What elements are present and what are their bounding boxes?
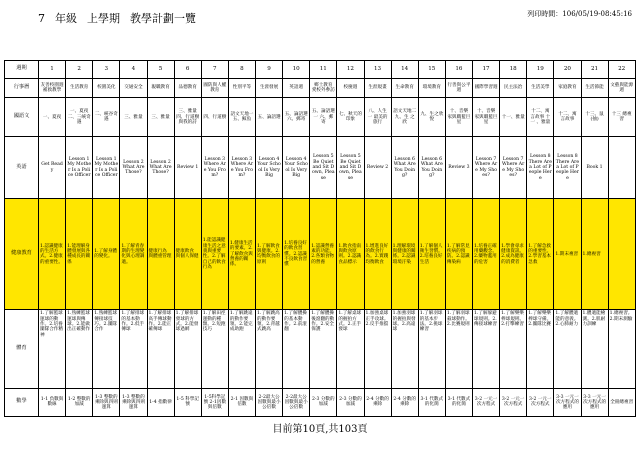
math-cell-week-15: 3-1 代數式的化簡 <box>418 388 445 416</box>
english-cell-week-19: Lesson 8 There Are a Lot of People Here <box>527 137 554 199</box>
obligatory-cell-week-20: 1.期末複習 <box>554 199 581 310</box>
chinese-row <box>5 98 636 137</box>
chinese-cell-week-2: 一、夏夜 二、三峽奇遇 <box>66 98 93 137</box>
chinese-cell-week-19: 十二、寓 言故事 十一 、雅量 <box>527 98 554 137</box>
english-cell-week-8: Lesson 3 Where Are You From? <box>228 137 255 199</box>
weeks-cell-week-4: 4 <box>120 61 147 79</box>
body-cell-week-17: 1.了解躲避球規則。2.傳接球練習 <box>473 310 500 388</box>
body-cell-week-21: 1.體適能檢測。2.肌耐力訓練 <box>581 310 608 388</box>
obligatory-cell-week-4: 1.了解青春期的生理變化與心理調適。 <box>120 199 147 310</box>
weeks-cell-week-17: 17 <box>473 61 500 79</box>
obligatory-cell-week-11: 1.認識營養素的功能。2.各類食物的營養 <box>310 199 337 310</box>
grade-unit: 年級 <box>55 12 77 25</box>
weeks-cell-week-21: 21 <box>581 61 608 79</box>
obligatory-cell-week-15: 1.了解個人衛生習慣。2.培養良好生活 <box>418 199 445 310</box>
week-row <box>5 61 636 79</box>
activity-cell-week-2: 生活教育 <box>66 78 93 98</box>
english-cell-week-2: Lesson 1 My Mother Is a Police Officer <box>66 137 93 199</box>
activity-cell-week-17: 國際學習週 <box>473 78 500 98</box>
weeks-cell-week-13: 13 <box>364 61 391 79</box>
activity-cell-week-5: 親職教育 <box>147 78 174 98</box>
math-cell-week-16: 3-1 代數式的化簡 <box>445 388 472 416</box>
body-cell-week-20: 1.了解體適能的意義。2.心肺耐力 <box>554 310 581 388</box>
english-cell-week-13: Review 2 <box>364 137 391 199</box>
english-cell-week-4: Lesson 2 What Are Those? <box>120 137 147 199</box>
math-cell-week-9: 2-2最大公因數與最小公倍數 <box>256 388 283 416</box>
obligatory-cell-week-17: 1.培養正確用藥觀念。2.藥物濫用的危害 <box>473 199 500 310</box>
chinese-cell-week-22: 十三 總複習 <box>608 98 635 137</box>
math-cell-week-13: 2-4 分數的乘除 <box>364 388 391 416</box>
activity-cell-week-4: 交通安全 <box>120 78 147 98</box>
grade-number: 7 <box>38 12 45 25</box>
body-cell-week-16: 1.了解羽球殺球動作。2.比賽規則 <box>445 310 472 388</box>
weeks-cell-week-2: 2 <box>66 61 93 79</box>
english-cell-week-7: Lesson 3 Where Are You From? <box>201 137 228 199</box>
obligatory-cell-week-18: 1.學會尋求健康資訊。2.成為健康的消費者 <box>500 199 527 310</box>
activity-cell-week-11: 鄉土教育 愛校外參訪 <box>310 78 337 98</box>
chinese-cell-week-6: 三、雅量 四、行道樹與我的詩 <box>174 98 201 137</box>
body-cell-week-11: 1.了解體操後滾翻的動作。2.安全保護 <box>310 310 337 388</box>
weeks-cell-week-14: 14 <box>391 61 418 79</box>
obligatory-cell-week-12: 1.飲食指南與飲食原則。2.認識食品標示 <box>337 199 364 310</box>
row-label-week: 週期 <box>5 61 39 79</box>
activity-cell-week-13: 生涯規畫 <box>364 78 391 98</box>
obligatory-cell-week-2: 1.能理解身體發展與各種成長的關係 <box>66 199 93 310</box>
print-time-value: 106/05/19-08:45:16 <box>562 10 632 18</box>
body-cell-week-12: 1.了解桌球的握拍方式。2.正手發球 <box>337 310 364 388</box>
english-cell-week-20: Lesson 8 There Are a Lot of People Here <box>554 137 581 199</box>
math-cell-week-7: 1-5科學記號 2-1因數與倍數 <box>201 388 228 416</box>
chinese-cell-week-5: 三、雅量 <box>147 98 174 137</box>
activity-cell-week-7: 國防與人權教育 <box>201 78 228 98</box>
english-cell-week-18: Lesson 7 Where Are My Shoes? <box>500 137 527 199</box>
english-cell-week-6: Review 1 <box>174 137 201 199</box>
obligatory-cell-week-10: 1.培養良好的飲食習慣。2.認識不良飲食習慣 <box>283 199 310 310</box>
english-cell-week-5: Lesson 2 What Are Those? <box>147 137 174 199</box>
obligatory-cell-week-6: 健康飲食 與個人保健 <box>174 199 201 310</box>
weeks-cell-week-11: 11 <box>310 61 337 79</box>
row-label-english: 英語 <box>5 137 39 199</box>
math-cell-week-8: 2-1 因數與倍數 <box>228 388 255 416</box>
english-cell-week-14: Lesson 6 What Are You Doing? <box>391 137 418 199</box>
activity-cell-week-19: 生活美學 <box>527 78 554 98</box>
math-cell-week-10: 2-2最大公因數與最小公倍數 <box>283 388 310 416</box>
body-cell-week-8: 1.了解跳遠的動作要領。2.能完成助跑 <box>228 310 255 388</box>
body-cell-week-14: 1.加強羽球的握拍與發球。2.高遠球 <box>391 310 418 388</box>
math-cell-week-20: 3-3 一元一次方程式的應用 <box>554 388 581 416</box>
english-row <box>5 137 636 199</box>
activity-cell-week-1: 友善校園週 補救教學 <box>39 78 66 98</box>
obligatory-cell-week-8: 1.健康生活的要素。2.了解飲食與營養的關係。 <box>228 199 255 310</box>
math-cell-week-11: 2-3 分數的加減 <box>310 388 337 416</box>
math-cell-week-22: 全冊總複習 <box>608 388 635 416</box>
obligatory-cell-week-13: 1.增進良好的飲食行為。2.實踐均衡飲食 <box>364 199 391 310</box>
activity-cell-week-21: 生活節能 <box>581 78 608 98</box>
weeks-cell-week-22: 22 <box>608 61 635 79</box>
chinese-cell-week-13: 八、人生 一 最美的旅行 <box>364 98 391 137</box>
weeks-cell-week-5: 5 <box>147 61 174 79</box>
activity-cell-week-22: 文藝與能源週 <box>608 78 635 98</box>
english-cell-week-3: Lesson 1 My Mother Is a Police Officer <box>93 137 120 199</box>
health-row <box>5 199 636 310</box>
weeks-cell-week-8: 8 <box>228 61 255 79</box>
body-cell-week-13: 1.加強桌球正手攻球。2.反手推擋 <box>364 310 391 388</box>
chinese-cell-week-15: 九、生之欣悅 <box>418 98 445 137</box>
row-label-activity: 行事曆 <box>5 78 39 98</box>
weeks-cell-week-7: 7 <box>201 61 228 79</box>
activity-cell-week-8: 性別平等 <box>228 78 255 98</box>
activity-cell-week-3: 校園美化 <box>93 78 120 98</box>
activity-cell-week-15: 環境教育 <box>418 78 445 98</box>
obligatory-cell-week-9: 1.了解飲食與健康。2.均衡飲食的原則 <box>256 199 283 310</box>
pagination: 目前第10頁,共103頁 <box>272 424 368 435</box>
obligatory-cell-week-1: 1.認識健康的生活方式。2.健康的重要性。 <box>39 199 66 310</box>
chinese-cell-week-12: 七、秋天的 印象 <box>337 98 364 137</box>
chinese-cell-week-20: 十二、寓 言故事 <box>554 98 581 137</box>
weeks-cell-week-6: 6 <box>174 61 201 79</box>
teaching-plan-table <box>4 60 636 417</box>
chinese-cell-week-17: 十、音樂 家與職籃巨星 <box>473 98 500 137</box>
english-cell-week-12: Lesson 5 Be Quiet and Sit Down, Please <box>337 137 364 199</box>
chinese-cell-week-1: 一、夏夜 <box>39 98 66 137</box>
body-cell-week-18: 1.了解樂樂棒球規則。2.打擊練習 <box>500 310 527 388</box>
weeks-cell-week-10: 10 <box>283 61 310 79</box>
row-label-math: 數學 <box>5 388 39 416</box>
activity-cell-week-6: 品德教育 <box>174 78 201 98</box>
chinese-cell-week-9: 五、論語選 <box>256 98 283 137</box>
chinese-cell-week-21: 十三、鼠 (抽) <box>581 98 608 137</box>
math-cell-week-2: 1-2 整數的加減 <box>66 388 93 416</box>
activity-cell-week-12: 校慶週 <box>337 78 364 98</box>
activity-cell-week-18: 民主法治 <box>500 78 527 98</box>
english-cell-week-22 <box>608 137 635 199</box>
obligatory-cell-week-14: 1.理解環境與健康的關係。2.認識環境汙染 <box>391 199 418 310</box>
weeks-cell-week-18: 18 <box>500 61 527 79</box>
english-cell-week-1: Get Ready <box>39 137 66 199</box>
semester: 上學期 <box>87 12 120 25</box>
activity-cell-week-16: 行善與公平週 <box>445 78 472 98</box>
weeks-cell-week-19: 19 <box>527 61 554 79</box>
row-label-chinese: 國語文 <box>5 98 39 137</box>
row-label-obligatory: 健康教育 <box>5 199 39 310</box>
body-cell-week-19: 1.了解樂樂棒球守備。2.團隊比賽 <box>527 310 554 388</box>
math-cell-week-21: 3-3 一元一次方程式的應用 <box>581 388 608 416</box>
obligatory-cell-week-7: 1.能認識健康生活之意義與重要性。2.了解自己的飲食行為 <box>201 199 228 310</box>
math-cell-week-12: 2-3 分數的加減 <box>337 388 364 416</box>
chinese-cell-week-16: 十、音樂 家與職籃巨星 <box>445 98 472 137</box>
math-cell-week-18: 3-2 一元一次方程式 <box>500 388 527 416</box>
body-cell-week-10: 1.了解體操的基本動作。2.前滾翻 <box>283 310 310 388</box>
health-cell-empty <box>608 199 635 310</box>
english-cell-week-17: Lesson 7 Where Are My Shoes? <box>473 137 500 199</box>
body-cell-week-7: 1.了解田徑運動的種類。2.短跑技巧 <box>201 310 228 388</box>
math-cell-week-5: 1-4 指數律 <box>147 388 174 416</box>
math-cell-week-6: 1-5 科學記號 <box>174 388 201 416</box>
english-cell-week-11: Lesson 5 Be Quiet and Sit Down, Please <box>310 137 337 199</box>
english-cell-week-15: Lesson 6 What Are You Doing? <box>418 137 445 199</box>
body-cell-week-22: 1.總複習。2.期末測驗 <box>608 310 635 388</box>
obligatory-cell-week-19: 1.了解急救的重要性。2.學習基本急救 <box>527 199 554 310</box>
row-label-body: 體育 <box>5 310 39 388</box>
chinese-cell-week-7: 四、行道樹 <box>201 98 228 137</box>
weeks-cell-week-9: 9 <box>256 61 283 79</box>
weeks-cell-week-3: 3 <box>93 61 120 79</box>
chinese-cell-week-4: 三、雅量 <box>120 98 147 137</box>
math-cell-week-3: 1-3 整數的乘除與四則運算 <box>93 388 120 416</box>
activity-cell-week-14: 生命教育 <box>391 78 418 98</box>
body-cell-week-9: 1.了解跳高的動作要領。2.背越式跳高 <box>256 310 283 388</box>
obligatory-cell-week-21: 1.總複習 <box>581 199 608 310</box>
math-cell-week-19: 3-2 一元一次方程式 <box>527 388 554 416</box>
chinese-cell-week-11: 五、論語選 一 六、郵寄 <box>310 98 337 137</box>
math-cell-week-14: 2-4 分數的乘除 <box>391 388 418 416</box>
body-cell-week-4: 1.了解排球的基本動作。2.低手傳球 <box>120 310 147 388</box>
chinese-cell-week-3: 二、峽谷奇遇 <box>93 98 120 137</box>
weeks-cell-week-20: 20 <box>554 61 581 79</box>
activity-cell-week-20: 家庭教育 <box>554 78 581 98</box>
weeks-cell-week-15: 15 <box>418 61 445 79</box>
page-header <box>38 10 206 26</box>
body-cell-week-6: 1.了解排球發球的方式。2.能發球過網 <box>174 310 201 388</box>
pe-row <box>5 310 636 388</box>
body-cell-week-15: 1.了解羽球的基本步法。2.挑球練習 <box>418 310 445 388</box>
print-time-label: 列印時間： <box>527 10 563 18</box>
weeks-cell-week-16: 16 <box>445 61 472 79</box>
body-cell-week-5: 1.了解排球高手傳球動作。2.能正確傳球 <box>147 310 174 388</box>
weeks-cell-week-12: 12 <box>337 61 364 79</box>
math-cell-week-17: 3-2 一元一次方程式 <box>473 388 500 416</box>
body-cell-week-3: 1.熟練籃球傳接球技巧。2.團隊合作 <box>93 310 120 388</box>
math-cell-week-4: 1-3 整數的乘除與四則運算 <box>120 388 147 416</box>
weeks-cell-week-1: 1 <box>39 61 66 79</box>
obligatory-cell-week-16: 1.了解常見疾病的預防。2.認識傳染病 <box>445 199 472 310</box>
print-time <box>527 9 632 19</box>
chinese-cell-week-18: 十一、雅量 <box>500 98 527 137</box>
english-cell-week-21: Book 1 <box>581 137 608 199</box>
activity-cell-week-9: 生涯發展 <box>256 78 283 98</box>
activity-row <box>5 78 636 98</box>
obligatory-cell-week-5: 健康行為 與體重管理 <box>147 199 174 310</box>
english-cell-week-10: Lesson 4 Your School Is Very Big <box>283 137 310 199</box>
obligatory-cell-week-3: 1.了解身體的變化。 <box>93 199 120 310</box>
english-cell-week-16: Review 3 <box>445 137 472 199</box>
math-cell-week-1: 1-1 負數與數線 <box>39 388 66 416</box>
body-cell-week-1: 1.了解籃球運球的動作。2.培養團隊合作精神 <box>39 310 66 388</box>
body-cell-week-2: 1.熟練籃球運球與傳球。2.能做出正確動作 <box>66 310 93 388</box>
chinese-cell-week-14: 語文天地二 九、生 之欣 <box>391 98 418 137</box>
activity-cell-week-10: 英語週 <box>283 78 310 98</box>
chinese-cell-week-10: 五、論語選 六、郵寄 <box>283 98 310 137</box>
chinese-cell-week-8: 語文天地一 五、鯨魚 <box>228 98 255 137</box>
document-title: 教學計劃一覽 <box>130 12 196 25</box>
math-row <box>5 388 636 416</box>
english-cell-week-9: Lesson 4 Your School Is Very Big <box>256 137 283 199</box>
